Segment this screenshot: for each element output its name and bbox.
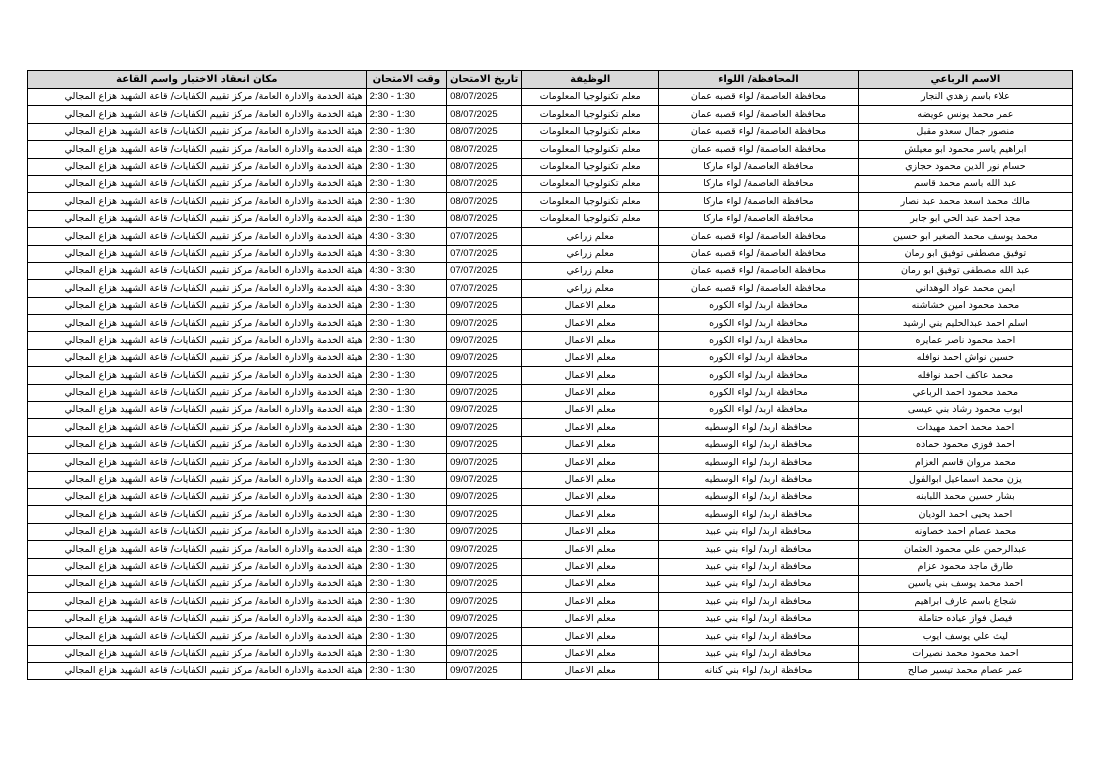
cell-time: 2:30 - 1:30 <box>366 558 446 575</box>
table-row <box>28 106 1073 123</box>
cell-date: 09/07/2025 <box>447 558 522 575</box>
cell-job: معلم الاعمال <box>522 454 659 471</box>
cell-location: هيئة الخدمة والادارة العامة/ مركز تقييم الكفايات/ قاعة الشهيد هزاع المجالي <box>28 228 367 245</box>
cell-location: هيئة الخدمة والادارة العامة/ مركز تقييم الكفايات/ قاعة الشهيد هزاع المجالي <box>28 332 367 349</box>
cell-location: هيئة الخدمة والادارة العامة/ مركز تقييم الكفايات/ قاعة الشهيد هزاع المجالي <box>28 628 367 645</box>
cell-governorate: محافظة اربد/ لواء بني عبيد <box>659 645 859 662</box>
cell-name: شجاع باسم عارف ابراهيم <box>858 593 1072 610</box>
cell-job: معلم تكنولوجيا المعلومات <box>522 89 659 106</box>
cell-job: معلم تكنولوجيا المعلومات <box>522 175 659 192</box>
cell-job: معلم تكنولوجيا المعلومات <box>522 210 659 227</box>
cell-governorate: محافظة اربد/ لواء بني عبيد <box>659 558 859 575</box>
table-row <box>28 523 1073 540</box>
cell-job: معلم الاعمال <box>522 575 659 592</box>
cell-time: 2:30 - 1:30 <box>366 419 446 436</box>
cell-time: 2:30 - 1:30 <box>366 332 446 349</box>
cell-location: هيئة الخدمة والادارة العامة/ مركز تقييم الكفايات/ قاعة الشهيد هزاع المجالي <box>28 158 367 175</box>
cell-governorate: محافظة العاصمة/ لواء قصبه عمان <box>659 106 859 123</box>
table-row <box>28 384 1073 401</box>
cell-location: هيئة الخدمة والادارة العامة/ مركز تقييم الكفايات/ قاعة الشهيد هزاع المجالي <box>28 645 367 662</box>
cell-time: 2:30 - 1:30 <box>366 575 446 592</box>
cell-job: معلم الاعمال <box>522 506 659 523</box>
table-row <box>28 488 1073 505</box>
cell-date: 09/07/2025 <box>447 610 522 627</box>
cell-governorate: محافظة اربد/ لواء بني عبيد <box>659 541 859 558</box>
cell-governorate: محافظة اربد/ لواء بني عبيد <box>659 593 859 610</box>
cell-date: 09/07/2025 <box>447 419 522 436</box>
cell-location: هيئة الخدمة والادارة العامة/ مركز تقييم الكفايات/ قاعة الشهيد هزاع المجالي <box>28 280 367 297</box>
cell-date: 09/07/2025 <box>447 488 522 505</box>
table-row <box>28 541 1073 558</box>
cell-time: 2:30 - 1:30 <box>366 506 446 523</box>
cell-time: 2:30 - 1:30 <box>366 628 446 645</box>
table-row <box>28 558 1073 575</box>
cell-governorate: محافظة اربد/ لواء بني كنانه <box>659 662 859 679</box>
cell-location: هيئة الخدمة والادارة العامة/ مركز تقييم الكفايات/ قاعة الشهيد هزاع المجالي <box>28 297 367 314</box>
table-header <box>28 71 1073 89</box>
cell-name: احمد محمود ناصر عمايره <box>858 332 1072 349</box>
cell-location: هيئة الخدمة والادارة العامة/ مركز تقييم الكفايات/ قاعة الشهيد هزاع المجالي <box>28 436 367 453</box>
cell-governorate: محافظة اربد/ لواء الوسطيه <box>659 419 859 436</box>
table-row <box>28 349 1073 366</box>
cell-name: محمد عاكف احمد نوافله <box>858 367 1072 384</box>
table-row <box>28 332 1073 349</box>
cell-location: هيئة الخدمة والادارة العامة/ مركز تقييم الكفايات/ قاعة الشهيد هزاع المجالي <box>28 506 367 523</box>
table-row <box>28 454 1073 471</box>
cell-job: معلم تكنولوجيا المعلومات <box>522 158 659 175</box>
cell-date: 09/07/2025 <box>447 541 522 558</box>
cell-time: 2:30 - 1:30 <box>366 402 446 419</box>
cell-name: ابراهيم ياسر محمود ابو معيلش <box>858 141 1072 158</box>
exam-schedule-table <box>27 70 1073 680</box>
cell-governorate: محافظة اربد/ لواء الكوره <box>659 367 859 384</box>
cell-date: 09/07/2025 <box>447 297 522 314</box>
cell-job: معلم الاعمال <box>522 436 659 453</box>
table-row <box>28 228 1073 245</box>
cell-time: 4:30 - 3:30 <box>366 245 446 262</box>
cell-location: هيئة الخدمة والادارة العامة/ مركز تقييم الكفايات/ قاعة الشهيد هزاع المجالي <box>28 610 367 627</box>
cell-name: محمد محمود احمد الرباعي <box>858 384 1072 401</box>
table-row <box>28 506 1073 523</box>
cell-governorate: محافظة اربد/ لواء الوسطيه <box>659 454 859 471</box>
cell-time: 4:30 - 3:30 <box>366 262 446 279</box>
cell-governorate: محافظة العاصمة/ لواء قصبه عمان <box>659 245 859 262</box>
cell-job: معلم زراعي <box>522 280 659 297</box>
cell-time: 2:30 - 1:30 <box>366 593 446 610</box>
cell-name: احمد يحيى احمد الوديان <box>858 506 1072 523</box>
table-row <box>28 610 1073 627</box>
cell-job: معلم الاعمال <box>522 297 659 314</box>
cell-date: 09/07/2025 <box>447 454 522 471</box>
header-time: وقت الامتحان <box>366 71 446 89</box>
cell-governorate: محافظة اربد/ لواء الوسطيه <box>659 436 859 453</box>
table-row <box>28 262 1073 279</box>
cell-name: حسين نواش احمد نوافله <box>858 349 1072 366</box>
table-row <box>28 123 1073 140</box>
cell-date: 08/07/2025 <box>447 123 522 140</box>
table-row <box>28 628 1073 645</box>
cell-location: هيئة الخدمة والادارة العامة/ مركز تقييم الكفايات/ قاعة الشهيد هزاع المجالي <box>28 141 367 158</box>
cell-date: 08/07/2025 <box>447 158 522 175</box>
table-row <box>28 141 1073 158</box>
cell-name: يزن محمد اسماعيل ابوالفول <box>858 471 1072 488</box>
table-row <box>28 367 1073 384</box>
cell-date: 09/07/2025 <box>447 367 522 384</box>
cell-name: محمد يوسف محمد الصغير ابو حسين <box>858 228 1072 245</box>
cell-date: 07/07/2025 <box>447 228 522 245</box>
cell-name: عبد الله باسم محمد قاسم <box>858 175 1072 192</box>
cell-name: عبدالرحمن علي محمود العثمان <box>858 541 1072 558</box>
cell-location: هيئة الخدمة والادارة العامة/ مركز تقييم الكفايات/ قاعة الشهيد هزاع المجالي <box>28 384 367 401</box>
header-name: الاسم الرباعي <box>858 71 1072 89</box>
cell-location: هيئة الخدمة والادارة العامة/ مركز تقييم الكفايات/ قاعة الشهيد هزاع المجالي <box>28 106 367 123</box>
cell-location: هيئة الخدمة والادارة العامة/ مركز تقييم الكفايات/ قاعة الشهيد هزاع المجالي <box>28 245 367 262</box>
cell-time: 2:30 - 1:30 <box>366 210 446 227</box>
table-row <box>28 419 1073 436</box>
cell-governorate: محافظة اربد/ لواء بني عبيد <box>659 523 859 540</box>
cell-job: معلم زراعي <box>522 262 659 279</box>
cell-job: معلم الاعمال <box>522 523 659 540</box>
cell-name: طارق ماجد محمود عزام <box>858 558 1072 575</box>
cell-time: 4:30 - 3:30 <box>366 280 446 297</box>
cell-time: 2:30 - 1:30 <box>366 193 446 210</box>
cell-job: معلم زراعي <box>522 245 659 262</box>
cell-time: 2:30 - 1:30 <box>366 384 446 401</box>
cell-time: 2:30 - 1:30 <box>366 436 446 453</box>
cell-date: 08/07/2025 <box>447 193 522 210</box>
cell-governorate: محافظة العاصمة/ لواء ماركا <box>659 210 859 227</box>
cell-time: 2:30 - 1:30 <box>366 315 446 332</box>
cell-governorate: محافظة اربد/ لواء الوسطيه <box>659 471 859 488</box>
cell-location: هيئة الخدمة والادارة العامة/ مركز تقييم الكفايات/ قاعة الشهيد هزاع المجالي <box>28 349 367 366</box>
cell-name: علاء باسم زهدي النجار <box>858 89 1072 106</box>
cell-name: احمد فوزي محمود حماده <box>858 436 1072 453</box>
cell-name: محمد عصام احمد خصاونه <box>858 523 1072 540</box>
cell-date: 09/07/2025 <box>447 315 522 332</box>
cell-job: معلم الاعمال <box>522 628 659 645</box>
cell-date: 09/07/2025 <box>447 384 522 401</box>
cell-job: معلم الاعمال <box>522 367 659 384</box>
cell-job: معلم الاعمال <box>522 488 659 505</box>
cell-location: هيئة الخدمة والادارة العامة/ مركز تقييم الكفايات/ قاعة الشهيد هزاع المجالي <box>28 558 367 575</box>
cell-job: معلم الاعمال <box>522 419 659 436</box>
cell-governorate: محافظة العاصمة/ لواء قصبه عمان <box>659 141 859 158</box>
cell-job: معلم تكنولوجيا المعلومات <box>522 141 659 158</box>
header-date: تاريخ الامتحان <box>447 71 522 89</box>
cell-governorate: محافظة اربد/ لواء بني عبيد <box>659 610 859 627</box>
cell-time: 2:30 - 1:30 <box>366 89 446 106</box>
cell-name: محمد محمود امين خشاشنه <box>858 297 1072 314</box>
cell-governorate: محافظة اربد/ لواء الوسطيه <box>659 506 859 523</box>
cell-name: مجد احمد عبد الحي ابو جابر <box>858 210 1072 227</box>
cell-date: 07/07/2025 <box>447 262 522 279</box>
cell-governorate: محافظة اربد/ لواء الكوره <box>659 315 859 332</box>
cell-location: هيئة الخدمة والادارة العامة/ مركز تقييم الكفايات/ قاعة الشهيد هزاع المجالي <box>28 262 367 279</box>
table-row <box>28 436 1073 453</box>
cell-name: حسام نور الدين محمود حجازي <box>858 158 1072 175</box>
cell-location: هيئة الخدمة والادارة العامة/ مركز تقييم الكفايات/ قاعة الشهيد هزاع المجالي <box>28 593 367 610</box>
cell-job: معلم زراعي <box>522 228 659 245</box>
cell-job: معلم الاعمال <box>522 662 659 679</box>
cell-job: معلم الاعمال <box>522 593 659 610</box>
cell-time: 2:30 - 1:30 <box>366 662 446 679</box>
cell-location: هيئة الخدمة والادارة العامة/ مركز تقييم الكفايات/ قاعة الشهيد هزاع المجالي <box>28 488 367 505</box>
cell-date: 09/07/2025 <box>447 436 522 453</box>
cell-governorate: محافظة اربد/ لواء الكوره <box>659 402 859 419</box>
cell-governorate: محافظة اربد/ لواء الكوره <box>659 384 859 401</box>
cell-time: 2:30 - 1:30 <box>366 488 446 505</box>
table-row <box>28 575 1073 592</box>
cell-job: معلم الاعمال <box>522 558 659 575</box>
cell-time: 2:30 - 1:30 <box>366 123 446 140</box>
table-row <box>28 89 1073 106</box>
cell-job: معلم الاعمال <box>522 384 659 401</box>
cell-time: 2:30 - 1:30 <box>366 471 446 488</box>
table-row <box>28 662 1073 679</box>
cell-time: 2:30 - 1:30 <box>366 349 446 366</box>
cell-location: هيئة الخدمة والادارة العامة/ مركز تقييم الكفايات/ قاعة الشهيد هزاع المجالي <box>28 541 367 558</box>
cell-name: محمد مروان قاسم العزام <box>858 454 1072 471</box>
cell-date: 07/07/2025 <box>447 280 522 297</box>
cell-date: 09/07/2025 <box>447 645 522 662</box>
cell-name: بشار حسين محمد اللبابنه <box>858 488 1072 505</box>
cell-time: 2:30 - 1:30 <box>366 158 446 175</box>
cell-name: فيصل فواز عياده حتاملة <box>858 610 1072 627</box>
header-governorate: المحافظة/ اللواء <box>659 71 859 89</box>
cell-time: 2:30 - 1:30 <box>366 297 446 314</box>
cell-name: ايمن محمد عواد الوهداني <box>858 280 1072 297</box>
cell-time: 2:30 - 1:30 <box>366 523 446 540</box>
cell-job: معلم الاعمال <box>522 610 659 627</box>
cell-governorate: محافظة العاصمة/ لواء ماركا <box>659 158 859 175</box>
cell-date: 09/07/2025 <box>447 402 522 419</box>
cell-date: 09/07/2025 <box>447 593 522 610</box>
cell-date: 08/07/2025 <box>447 175 522 192</box>
cell-governorate: محافظة اربد/ لواء الكوره <box>659 349 859 366</box>
cell-date: 08/07/2025 <box>447 210 522 227</box>
table-row <box>28 471 1073 488</box>
table-row <box>28 315 1073 332</box>
cell-job: معلم الاعمال <box>522 349 659 366</box>
cell-name: عمر عصام محمد تيسير صالح <box>858 662 1072 679</box>
cell-location: هيئة الخدمة والادارة العامة/ مركز تقييم الكفايات/ قاعة الشهيد هزاع المجالي <box>28 471 367 488</box>
cell-name: عبد الله مصطفى توفيق ابو رمان <box>858 262 1072 279</box>
cell-date: 07/07/2025 <box>447 245 522 262</box>
cell-name: منصور جمال سعدو مقبل <box>858 123 1072 140</box>
table-body <box>28 89 1073 680</box>
cell-job: معلم تكنولوجيا المعلومات <box>522 106 659 123</box>
cell-time: 2:30 - 1:30 <box>366 367 446 384</box>
cell-governorate: محافظة العاصمة/ لواء قصبه عمان <box>659 123 859 140</box>
cell-location: هيئة الخدمة والادارة العامة/ مركز تقييم الكفايات/ قاعة الشهيد هزاع المجالي <box>28 575 367 592</box>
cell-location: هيئة الخدمة والادارة العامة/ مركز تقييم الكفايات/ قاعة الشهيد هزاع المجالي <box>28 662 367 679</box>
cell-governorate: محافظة اربد/ لواء الكوره <box>659 332 859 349</box>
cell-location: هيئة الخدمة والادارة العامة/ مركز تقييم الكفايات/ قاعة الشهيد هزاع المجالي <box>28 315 367 332</box>
cell-date: 08/07/2025 <box>447 141 522 158</box>
cell-time: 2:30 - 1:30 <box>366 141 446 158</box>
cell-time: 2:30 - 1:30 <box>366 541 446 558</box>
cell-time: 2:30 - 1:30 <box>366 175 446 192</box>
table-row <box>28 158 1073 175</box>
cell-date: 09/07/2025 <box>447 662 522 679</box>
cell-name: ايوب محمود رشاد بني عيسى <box>858 402 1072 419</box>
cell-name: احمد محمد يوسف بني ياسين <box>858 575 1072 592</box>
cell-governorate: محافظة اربد/ لواء الوسطيه <box>659 488 859 505</box>
header-job: الوظيفة <box>522 71 659 89</box>
cell-location: هيئة الخدمة والادارة العامة/ مركز تقييم الكفايات/ قاعة الشهيد هزاع المجالي <box>28 193 367 210</box>
table-row <box>28 245 1073 262</box>
cell-date: 09/07/2025 <box>447 471 522 488</box>
table-row <box>28 210 1073 227</box>
cell-date: 09/07/2025 <box>447 332 522 349</box>
cell-job: معلم تكنولوجيا المعلومات <box>522 193 659 210</box>
cell-location: هيئة الخدمة والادارة العامة/ مركز تقييم الكفايات/ قاعة الشهيد هزاع المجالي <box>28 175 367 192</box>
table-row <box>28 593 1073 610</box>
cell-location: هيئة الخدمة والادارة العامة/ مركز تقييم الكفايات/ قاعة الشهيد هزاع المجالي <box>28 123 367 140</box>
cell-governorate: محافظة العاصمة/ لواء قصبه عمان <box>659 262 859 279</box>
header-row <box>28 71 1073 89</box>
cell-job: معلم الاعمال <box>522 645 659 662</box>
cell-governorate: محافظة العاصمة/ لواء ماركا <box>659 193 859 210</box>
table-row <box>28 297 1073 314</box>
cell-date: 09/07/2025 <box>447 349 522 366</box>
cell-time: 2:30 - 1:30 <box>366 610 446 627</box>
cell-job: معلم الاعمال <box>522 402 659 419</box>
cell-governorate: محافظة اربد/ لواء الكوره <box>659 297 859 314</box>
cell-time: 4:30 - 3:30 <box>366 228 446 245</box>
cell-time: 2:30 - 1:30 <box>366 454 446 471</box>
cell-location: هيئة الخدمة والادارة العامة/ مركز تقييم الكفايات/ قاعة الشهيد هزاع المجالي <box>28 523 367 540</box>
cell-name: احمد محمد احمد مهيدات <box>858 419 1072 436</box>
cell-governorate: محافظة العاصمة/ لواء قصبه عمان <box>659 89 859 106</box>
cell-name: احمد محمود محمد نصيرات <box>858 645 1072 662</box>
cell-governorate: محافظة اربد/ لواء بني عبيد <box>659 628 859 645</box>
table-row <box>28 645 1073 662</box>
cell-name: ليث علي يوسف ايوب <box>858 628 1072 645</box>
cell-governorate: محافظة اربد/ لواء بني عبيد <box>659 575 859 592</box>
cell-governorate: محافظة العاصمة/ لواء قصبه عمان <box>659 228 859 245</box>
cell-name: توفيق مصطفى توفيق ابو رمان <box>858 245 1072 262</box>
cell-governorate: محافظة العاصمة/ لواء ماركا <box>659 175 859 192</box>
cell-job: معلم الاعمال <box>522 315 659 332</box>
cell-location: هيئة الخدمة والادارة العامة/ مركز تقييم الكفايات/ قاعة الشهيد هزاع المجالي <box>28 419 367 436</box>
cell-name: اسلم احمد عبدالحليم بني ارشيد <box>858 315 1072 332</box>
cell-time: 2:30 - 1:30 <box>366 645 446 662</box>
cell-job: معلم تكنولوجيا المعلومات <box>522 123 659 140</box>
cell-job: معلم الاعمال <box>522 332 659 349</box>
cell-date: 08/07/2025 <box>447 106 522 123</box>
cell-location: هيئة الخدمة والادارة العامة/ مركز تقييم الكفايات/ قاعة الشهيد هزاع المجالي <box>28 210 367 227</box>
cell-location: هيئة الخدمة والادارة العامة/ مركز تقييم الكفايات/ قاعة الشهيد هزاع المجالي <box>28 367 367 384</box>
cell-date: 09/07/2025 <box>447 628 522 645</box>
cell-date: 09/07/2025 <box>447 506 522 523</box>
header-location: مكان انعقاد الاختبار واسم القاعة <box>28 71 367 89</box>
table-row <box>28 193 1073 210</box>
cell-time: 2:30 - 1:30 <box>366 106 446 123</box>
cell-name: عمر محمد يونس عويضه <box>858 106 1072 123</box>
cell-date: 09/07/2025 <box>447 575 522 592</box>
cell-governorate: محافظة العاصمة/ لواء قصبه عمان <box>659 280 859 297</box>
cell-job: معلم الاعمال <box>522 471 659 488</box>
cell-date: 08/07/2025 <box>447 89 522 106</box>
table-row <box>28 280 1073 297</box>
cell-date: 09/07/2025 <box>447 523 522 540</box>
table-row <box>28 175 1073 192</box>
table-row <box>28 402 1073 419</box>
cell-location: هيئة الخدمة والادارة العامة/ مركز تقييم الكفايات/ قاعة الشهيد هزاع المجالي <box>28 89 367 106</box>
cell-location: هيئة الخدمة والادارة العامة/ مركز تقييم الكفايات/ قاعة الشهيد هزاع المجالي <box>28 454 367 471</box>
cell-name: مالك محمد اسعد محمد عبد نصار <box>858 193 1072 210</box>
cell-job: معلم الاعمال <box>522 541 659 558</box>
cell-location: هيئة الخدمة والادارة العامة/ مركز تقييم الكفايات/ قاعة الشهيد هزاع المجالي <box>28 402 367 419</box>
